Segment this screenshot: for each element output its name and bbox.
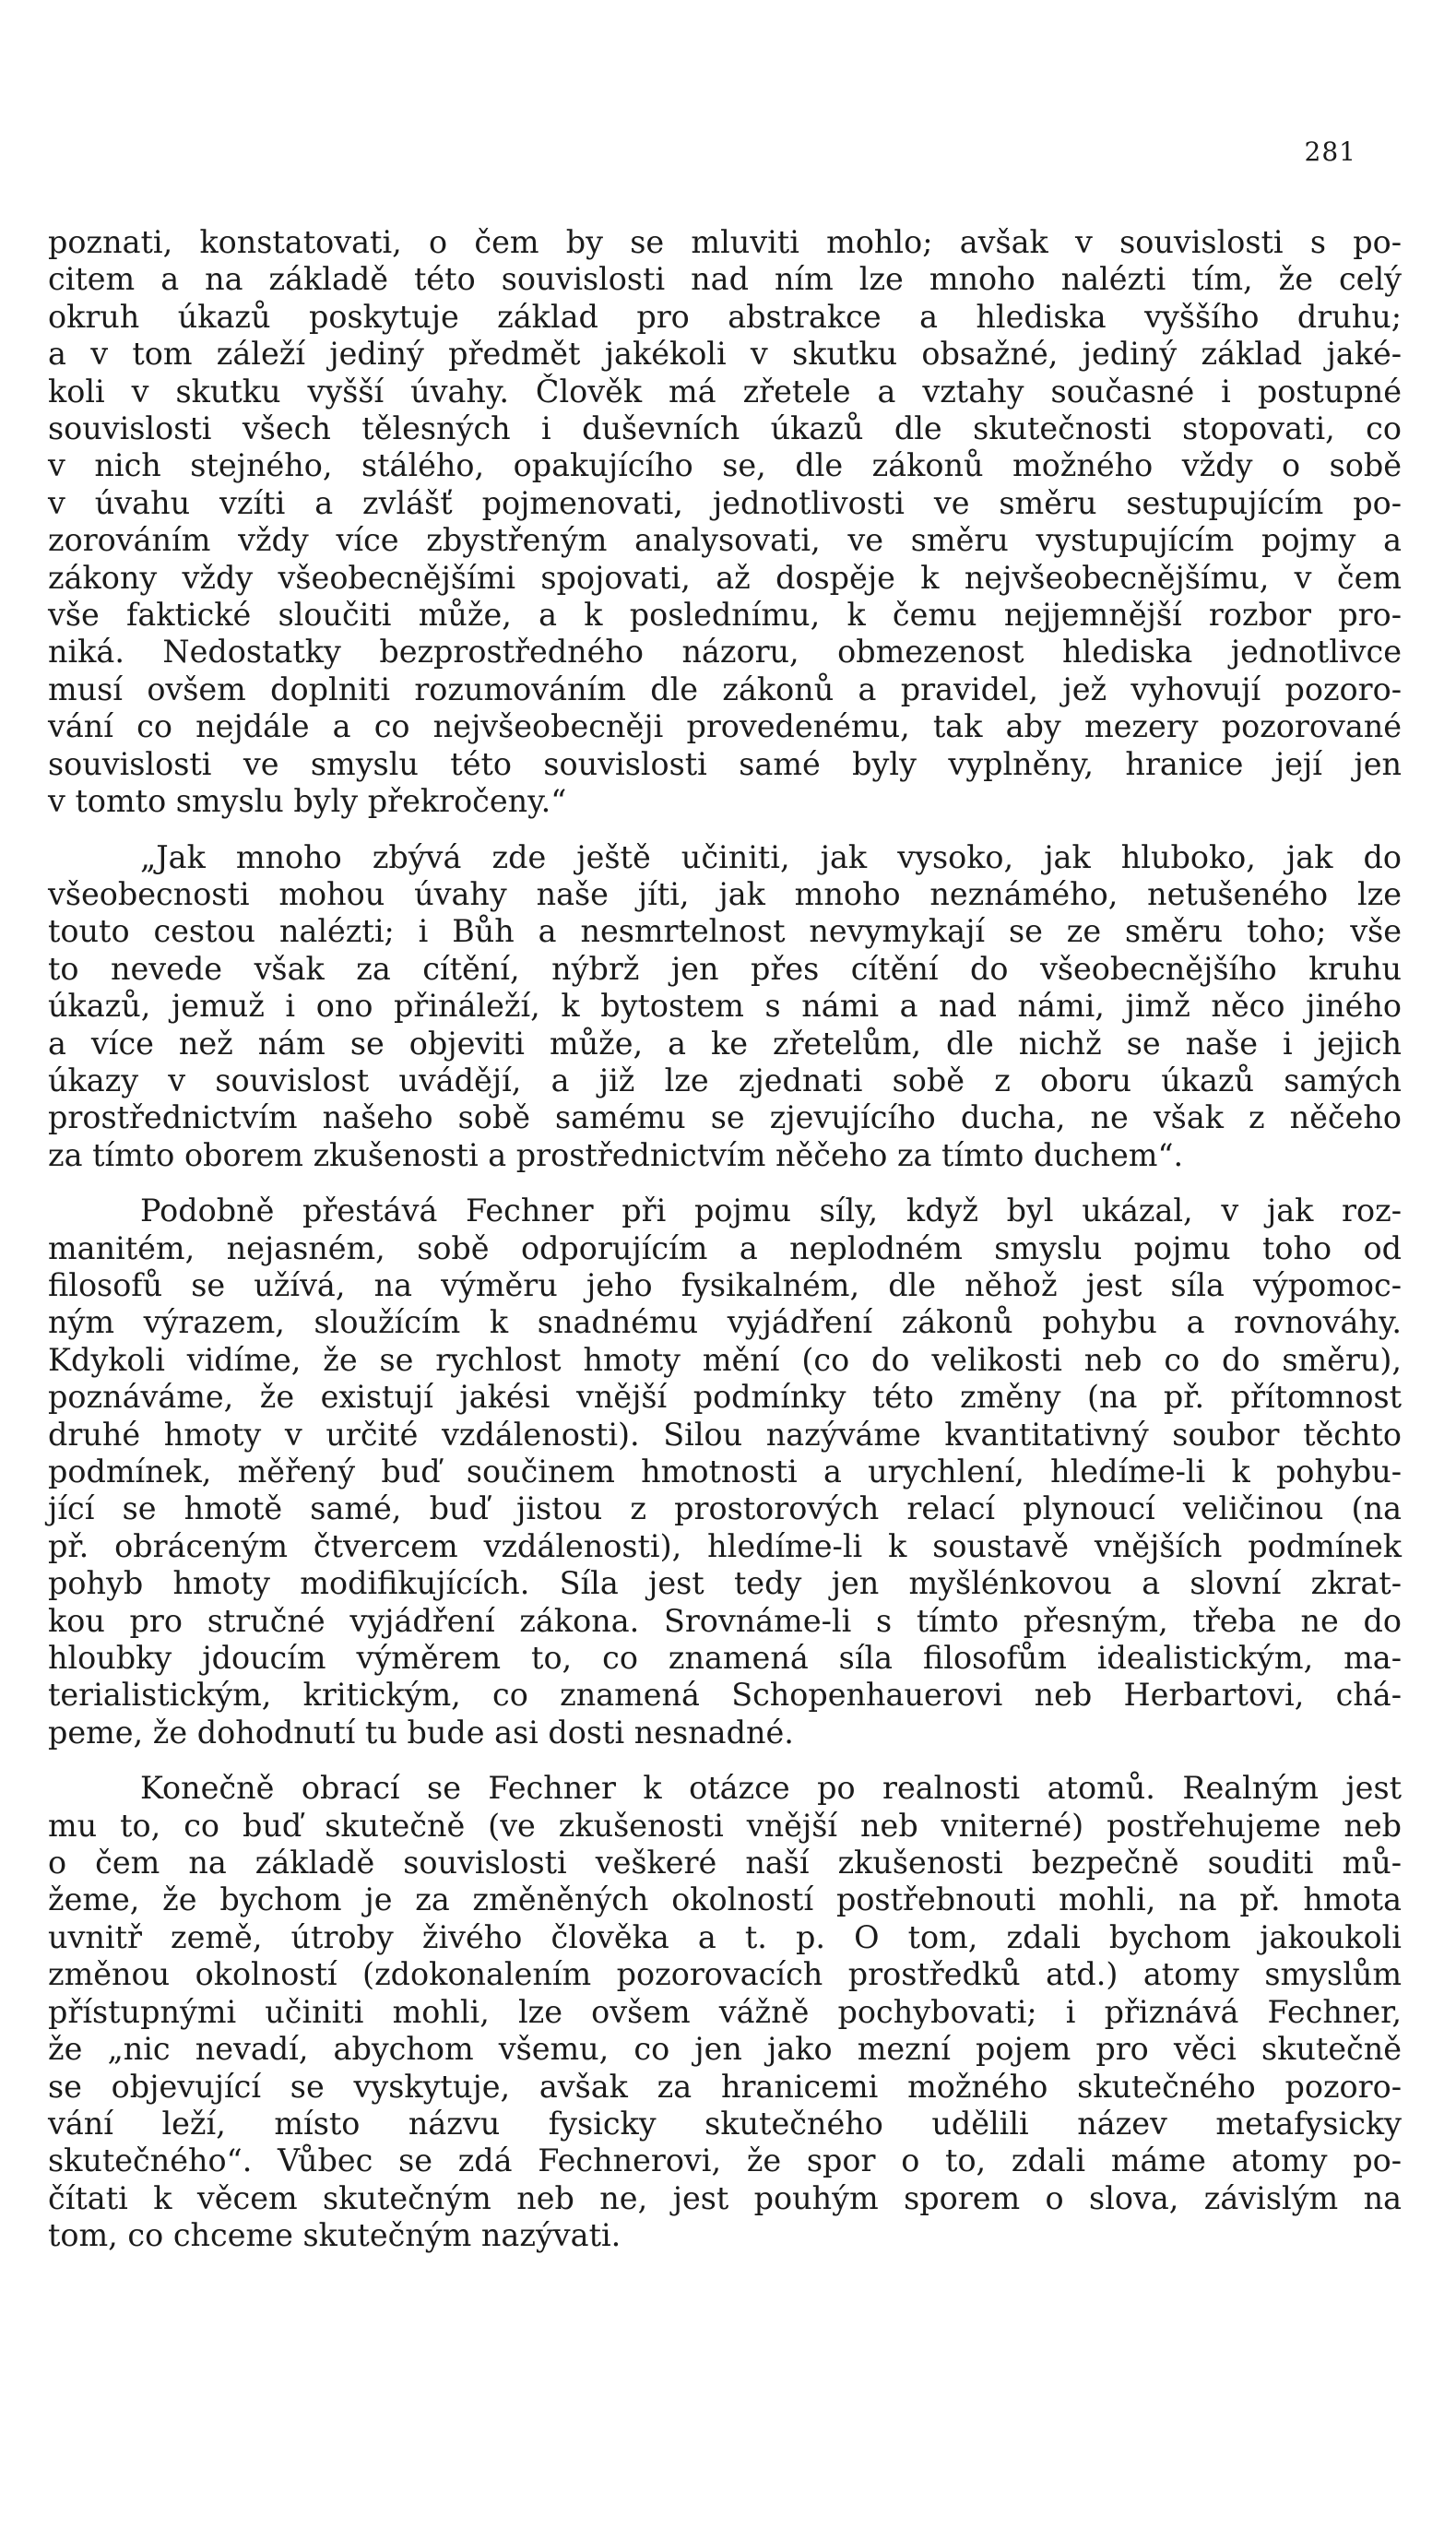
- paragraph-4: [48, 1770, 1402, 2254]
- text-line: koli v skutku vyšší úvahy. Člověk má zřetele a vztahy současné i postupné: [48, 373, 1402, 409]
- text-line: Konečně obrací se Fechner k otázce po realnosti atomů. Realným jest: [140, 1770, 1402, 1807]
- text-line: ným výrazem, sloužícím k snadnému vyjádření zákonů pohybu a rovnováhy.: [48, 1304, 1402, 1341]
- text-line: citem a na základě této souvislosti nad ním lze mnoho nalézti tím, že celý: [48, 261, 1402, 298]
- text-line: v úvahu vzíti a zvlášť pojmenovati, jednotlivosti ve směru sestupujícím po-: [48, 484, 1402, 521]
- text-line: že „nic nevadí, abychom všemu, co jen jako mezní pojem pro věci skutečně: [48, 2031, 1402, 2068]
- text-line: musí ovšem doplniti rozumováním dle zákonů a pravidel, jež vyhovují pozoro-: [48, 671, 1402, 707]
- text-line: „Jak mnoho zbývá zde ještě učiniti, jak vysoko, jak hluboko, jak do: [140, 838, 1402, 875]
- text-line: terialistickým, kritickým, co znamená Schopenhauerovi neb Herbartovi, chá-: [48, 1677, 1402, 1714]
- text-line: souvislosti ve smyslu této souvislosti samé byly vyplněny, hranice její jen: [48, 745, 1402, 782]
- text-line: se objevující se vyskytuje, avšak za hranicemi možného skutečného pozoro-: [48, 2068, 1402, 2105]
- text-line: vání leží, místo názvu fysicky skutečného udělili název metafysicky: [48, 2105, 1402, 2142]
- text-line: tom, co chceme skutečným nazývati.: [48, 2217, 621, 2254]
- text-line: úkazy v souvislost uvádějí, a již lze zjednati sobě z oboru úkazů samých: [48, 1062, 1402, 1098]
- text-line: niká. Nedostatky bezprostředného názoru, obmezenost hlediska jednotlivce: [48, 634, 1402, 671]
- paragraph-3: [48, 1193, 1402, 1751]
- text-line: hloubky jdoucím výměrem to, co znamená síla filosofům idealistickým, ma-: [48, 1640, 1402, 1677]
- body-text: [48, 224, 1402, 2273]
- text-line: prostřednictvím našeho sobě samému se zjevujícího ducha, ne však z něčeho: [48, 1099, 1402, 1136]
- text-line: přístupnými učiniti mohli, lze ovšem vážně pochybovati; i přiznává Fechner,: [48, 1993, 1402, 2030]
- text-line: to nevede však za cítění, nýbrž jen přes cítění do všeobecnějšího kruhu: [48, 950, 1402, 987]
- text-line: uvnitř země, útroby živého člověka a t. p. O tom, zdali bychom jakoukoli: [48, 1918, 1402, 1955]
- text-line: druhé hmoty v určité vzdálenosti). Silou nazýváme kvantitativný soubor těchto: [48, 1416, 1402, 1453]
- text-line: souvislosti všech tělesných i duševních úkazů dle skutečnosti stopovati, co: [48, 410, 1402, 447]
- text-line: pohyb hmoty modifikujících. Síla jest tedy jen myšlénkovou a slovní zkrat-: [48, 1565, 1402, 1602]
- text-line: touto cestou nalézti; i Bůh a nesmrtelnost nevymykají se ze směru toho; vše: [48, 913, 1402, 950]
- text-line: mu to, co buď skutečně (ve zkušenosti vnější neb vniterné) postřehujeme neb: [48, 1807, 1402, 1844]
- text-line: žeme, že bychom je za změněných okolností postřebnouti mohli, na př. hmota: [48, 1881, 1402, 1918]
- text-line: vše faktické sloučiti může, a k poslednímu, k čemu nejjemnější rozbor pro-: [48, 597, 1402, 634]
- text-line: zorováním vždy více zbystřeným analysovati, ve směru vystupujícím pojmy a: [48, 522, 1402, 559]
- paragraph-1: [48, 224, 1402, 821]
- text-line: a více než nám se objeviti může, a ke zřetelům, dle nichž se naše i jejich: [48, 1025, 1402, 1062]
- text-line: manitém, nejasném, sobě odporujícím a neplodném smyslu pojmu toho od: [48, 1229, 1402, 1266]
- text-line: v nich stejného, stálého, opakujícího se, dle zákonů možného vždy o sobě: [48, 447, 1402, 484]
- text-line: Kdykoli vidíme, že se rychlost hmoty mění (co do velikosti neb co do směru),: [48, 1341, 1402, 1378]
- text-line: změnou okolností (zdokonalením pozorovacích prostředků atd.) atomy smyslům: [48, 1956, 1402, 1993]
- text-line: kou pro stručné vyjádření zákona. Srovnáme-li s tímto přesným, třeba ne do: [48, 1602, 1402, 1639]
- text-line: filosofů se užívá, na výměru jeho fysikalném, dle něhož jest síla výpomoc-: [48, 1266, 1402, 1303]
- text-line: Podobně přestává Fechner při pojmu síly, když byl ukázal, v jak roz-: [140, 1193, 1402, 1229]
- text-line: v tomto smyslu byly překročeny.“: [48, 783, 567, 820]
- text-line: poznati, konstatovati, o čem by se mluviti mohlo; avšak v souvislosti s po-: [48, 224, 1402, 260]
- paragraph-2: [48, 839, 1402, 1175]
- text-line: a v tom záleží jediný předmět jakékoli v skutku obsažné, jediný základ jaké-: [48, 336, 1402, 373]
- text-line: skutečného“. Vůbec se zdá Fechnerovi, že spor o to, zdali máme atomy po-: [48, 2142, 1402, 2179]
- text-line: všeobecnosti mohou úvahy naše jíti, jak mnoho neznámého, netušeného lze: [48, 875, 1402, 912]
- page-number: 281: [1304, 136, 1356, 167]
- text-line: o čem na základě souvislosti veškeré naší zkušenosti bezpečně souditi mů-: [48, 1845, 1402, 1881]
- text-line: úkazů, jemuž i ono přináleží, k bytostem s námi a nad námi, jimž něco jiného: [48, 988, 1402, 1025]
- text-line: zákony vždy všeobecnějšími spojovati, až dospěje k nejvšeobecnějšímu, v čem: [48, 559, 1402, 596]
- text-line: peme, že dohodnutí tu bude asi dosti nesnadné.: [48, 1714, 794, 1751]
- text-line: čítati k věcem skutečným neb ne, jest pouhým sporem o slova, závislým na: [48, 2179, 1402, 2216]
- text-line: př. obráceným čtvercem vzdálenosti), hledíme-li k soustavě vnějších podmínek: [48, 1527, 1402, 1564]
- text-line: vání co nejdále a co nejvšeobecněji provedenému, tak aby mezery pozorované: [48, 708, 1402, 745]
- text-line: okruh úkazů poskytuje základ pro abstrakce a hlediska vyššího druhu;: [48, 298, 1402, 335]
- text-line: za tímto oborem zkušenosti a prostřednictvím něčeho za tímto duchem“.: [48, 1136, 1184, 1173]
- text-line: poznáváme, že existují jakési vnější podmínky této změny (na př. přítomnost: [48, 1379, 1402, 1416]
- text-line: jící se hmotě samé, buď jistou z prostorových relací plynoucí veličinou (na: [48, 1490, 1402, 1527]
- text-line: podmínek, měřený buď součinem hmotnosti a urychlení, hledíme-li k pohybu-: [48, 1454, 1402, 1490]
